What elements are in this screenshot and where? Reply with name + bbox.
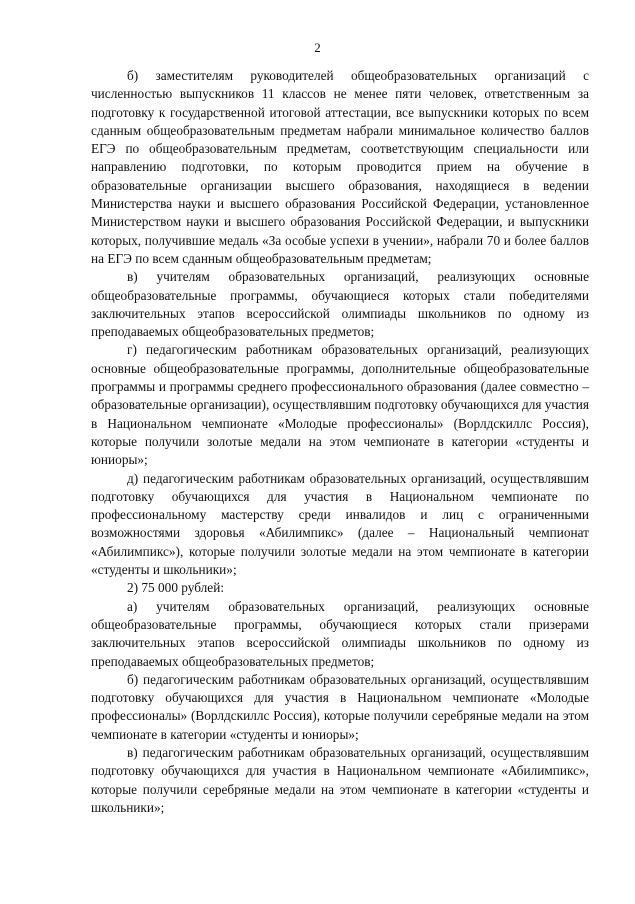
paragraph-2b-worldskills-silver: б) педагогическим работникам образовательных организаций, осуществлявшим подготовку обучающихся для участия в Национальном чемпионате «Молодые профессионалы» (Ворлдскиллс Россия), которые получили серебряные медали на этом чемпионате в категории «студенты и юниоры»; xyxy=(91,671,589,742)
paragraph-1g-worldskills-gold: г) педагогическим работникам образовательных организаций, реализующих основные общеобразовательные программы, дополнительные общеобразовательные программы и программы среднего профессионального образования (далее совместно – образовательные организации), осуществлявшим подготовку обучающихся для участия в Национальном чемпионате «Молодые профессионалы» (Ворлдскиллс Россия), которые получили золотые медали на этом чемпионате в категории «студенты и юниоры»; xyxy=(91,342,589,468)
paragraph-2a-olympiad-prizewinners: а) учителям образовательных организаций, реализующих основные общеобразовательные программы, обучающиеся которых стали призерами заключительных этапов всероссийской олимпиады школьников по одному из преподаваемых общеобразовательных предметов; xyxy=(91,598,589,669)
paragraph-2v-abilympics-silver: в) педагогическим работникам образовательных организаций, осуществлявшим подготовку обучающихся для участия в Национальном чемпионате «Абилимпикс», которые получили серебряные медали на этом чемпионате в категории «студенты и школьники»; xyxy=(91,744,589,815)
paragraph-1b-deputy-heads: б) заместителям руководителей общеобразовательных организаций с численностью выпускников 11 классов не менее пяти человек, ответственным за подготовку к государственной итоговой аттестации, все выпускники которых по всем сданным общеобразовательным предметам набрали минимальное количество баллов ЕГЭ по общеобразовательным предметам, соответствующим специальности или направлению подготовки, по которым проводится прием на обучение в образовательные организации высшего образования, находящиеся в ведении Министерства науки и высшего образования Российской Федерации, установленное Министерством науки и высшего образования Российской Федерации, и выпускники которых, получившие медаль «За особые успехи в учении», набрали 70 и более баллов на ЕГЭ по всем сданным общеобразовательным предметам; xyxy=(91,68,589,266)
document-body xyxy=(91,67,589,817)
paragraph-2-amount: 2) 75 000 рублей: xyxy=(127,580,225,596)
page-number: 2 xyxy=(314,40,321,55)
paragraph-1v-olympiad-winners: в) учителям образовательных организаций, реализующих основные общеобразовательные программы, обучающиеся которых стали победителями заключительных этапов всероссийской олимпиады школьников по одному из преподаваемых общеобразовательных предметов; xyxy=(91,269,589,340)
paragraph-1d-abilympics-gold: д) педагогическим работникам образовательных организаций, осуществлявшим подготовку обучающихся для участия в Национальном чемпионате по профессиональному мастерству среди инвалидов и лиц с ограниченными возможностями здоровья «Абилимпикс» (далее – Национальный чемпионат «Абилимпикс»), которые получили золотые медали на этом чемпионате в категории «студенты и школьники»; xyxy=(91,470,589,578)
